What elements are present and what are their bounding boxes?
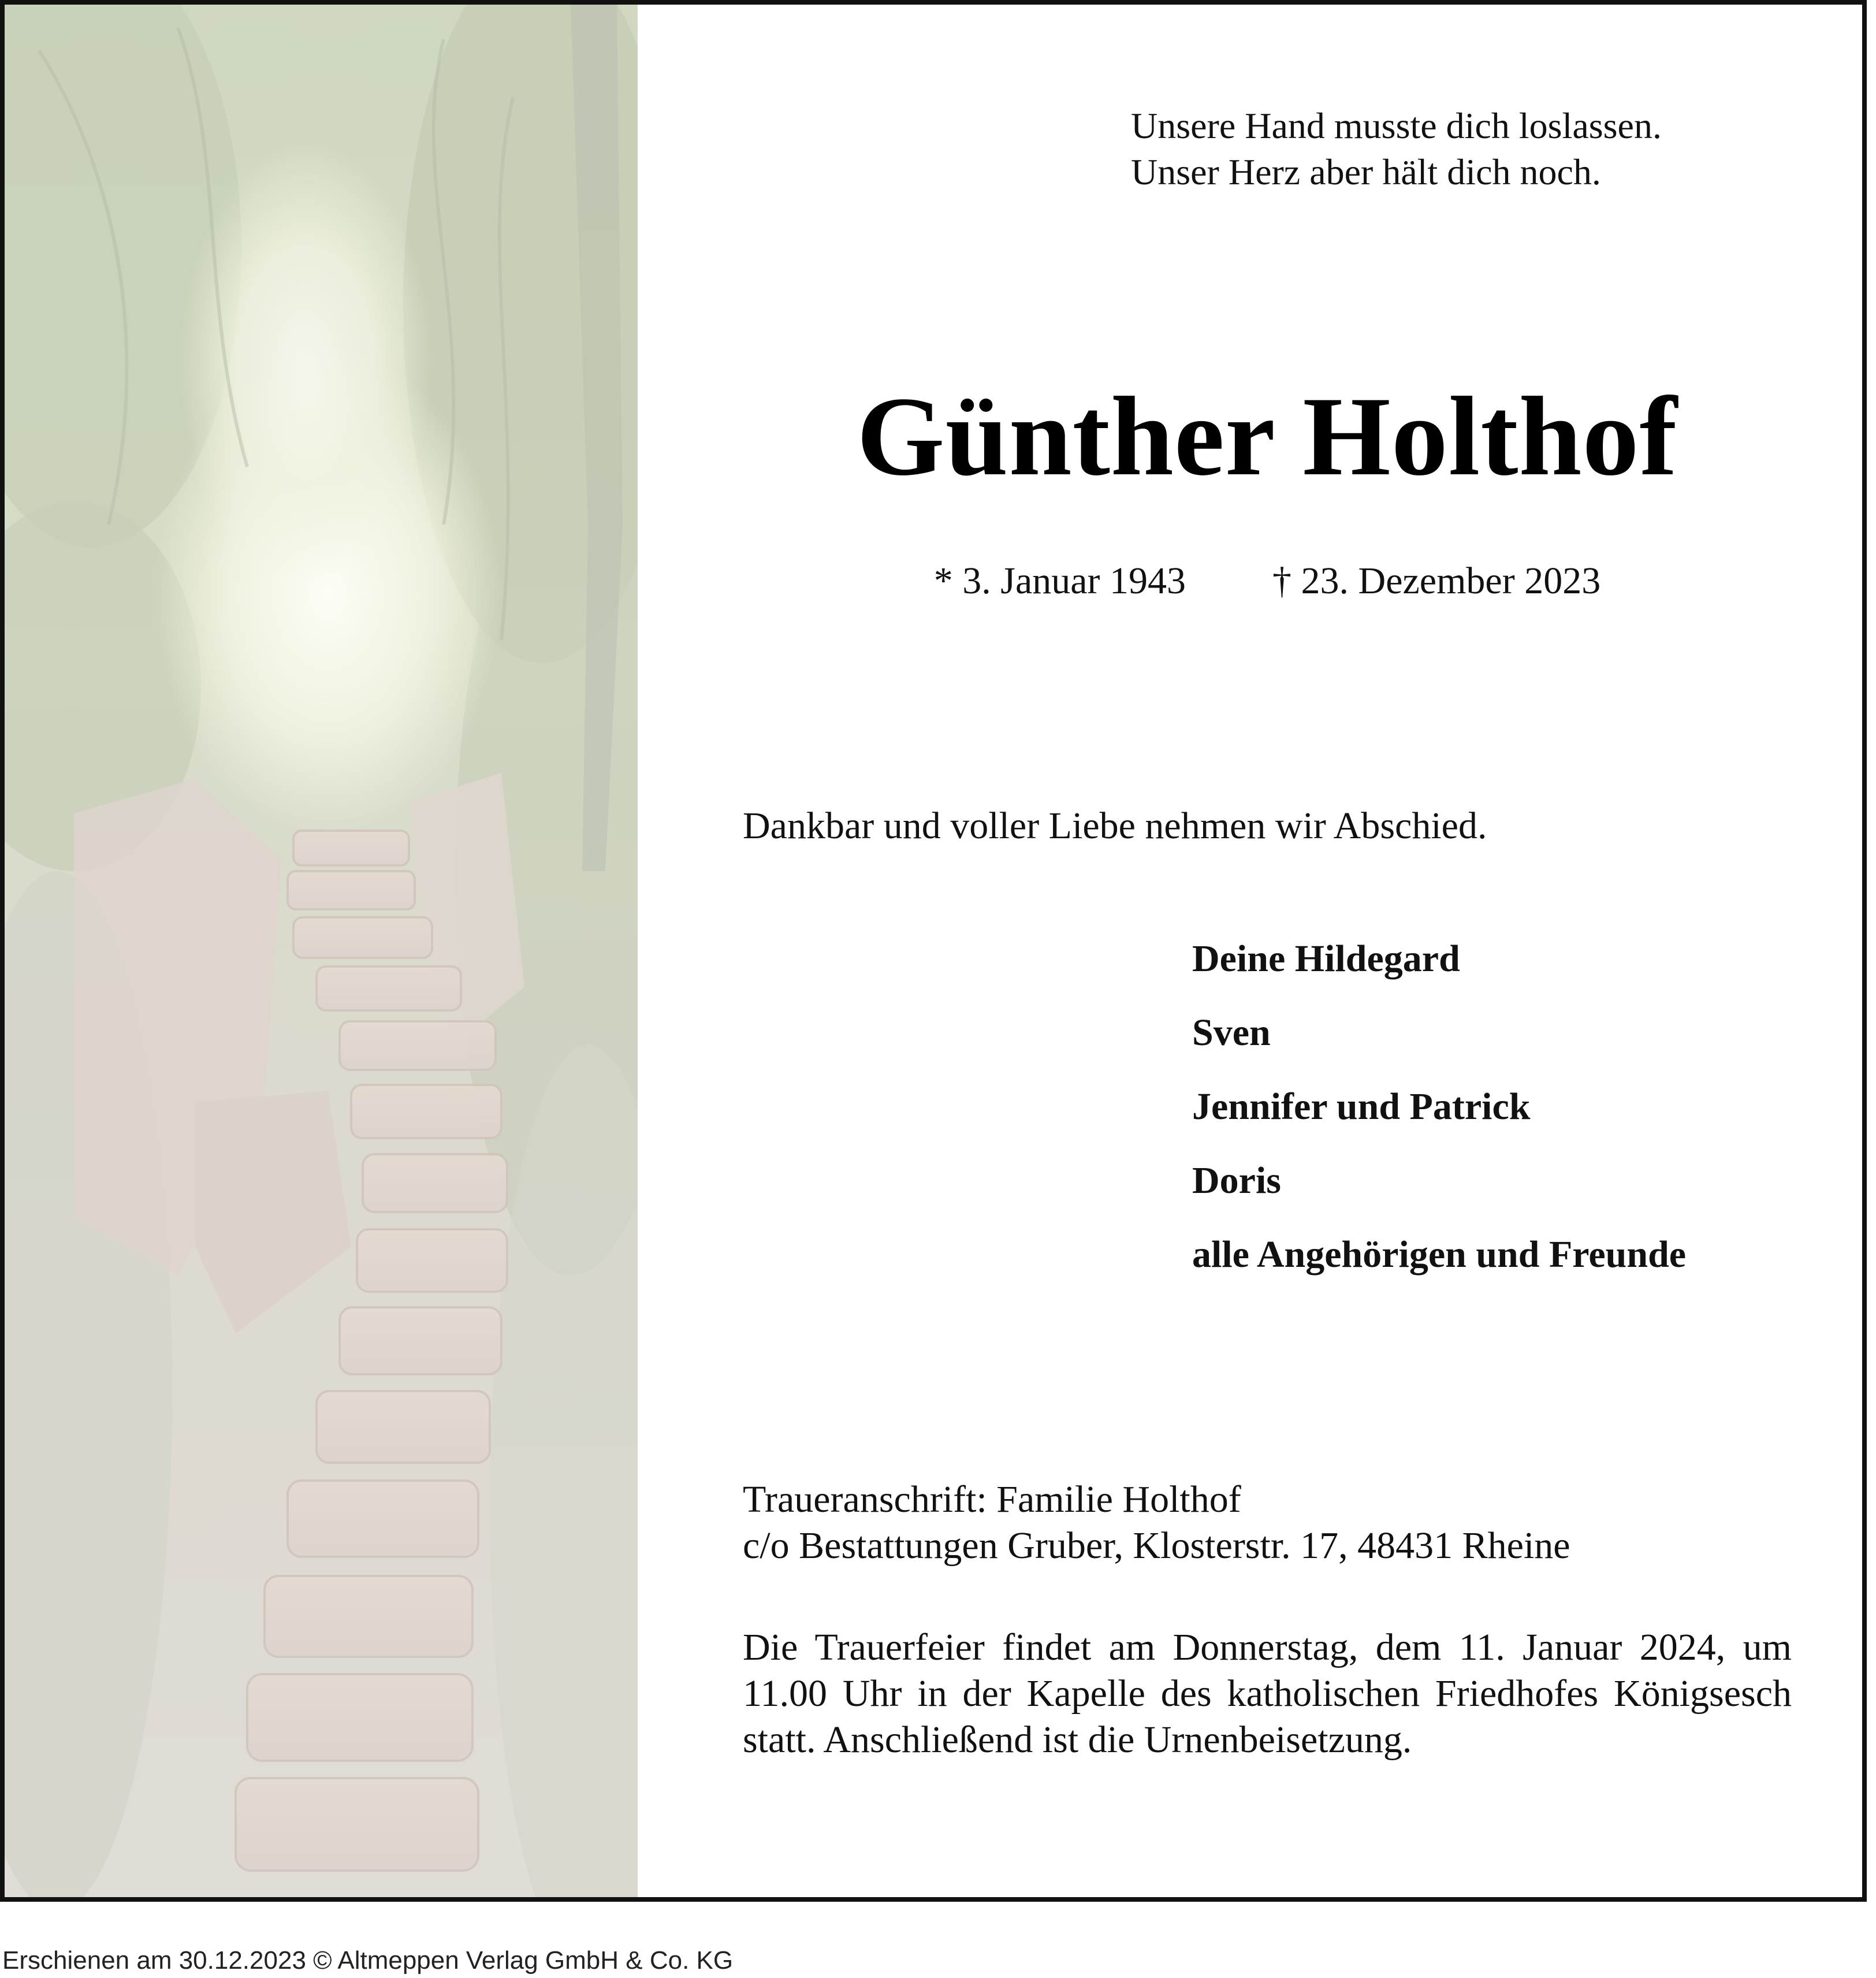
death-date: † 23. Dezember 2023	[1272, 560, 1601, 602]
forest-stairs-illustration	[5, 5, 638, 1897]
motto-line-1: Unsere Hand musste dich loslassen.	[1131, 105, 1662, 146]
mourner-item: Jennifer und Patrick	[1192, 1085, 1531, 1128]
forest-stairs-photo	[5, 5, 638, 1897]
address-line-1: Traueranschrift: Familie Holthof	[743, 1478, 1241, 1520]
mourner-item: alle Angehörigen und Freunde	[1192, 1233, 1687, 1276]
life-dates	[638, 558, 1862, 604]
funeral-service-info: Die Trauerfeier findet am Donnerstag, dem 11. Januar 2024, um 11.00 Uhr in der Kapelle des katholischen Friedhofes Königsesch statt. Anschließend ist die Urnenbeisetzung.	[743, 1626, 1792, 1761]
mourner-item: Sven	[1192, 1012, 1271, 1054]
address-line-2: c/o Bestattungen Gruber, Klosterstr. 17, 48431 Rheine	[743, 1525, 1570, 1567]
farewell-text: Dankbar und voller Liebe nehmen wir Abschied.	[743, 805, 1487, 847]
birth-date: * 3. Januar 1943	[933, 560, 1186, 602]
motto-quote	[1131, 103, 1662, 195]
mourner-item: Doris	[1192, 1159, 1281, 1202]
mourners-list	[1192, 936, 1686, 1306]
notice-text-panel	[638, 5, 1862, 1897]
deceased-name: Günther Holthof	[857, 374, 1678, 499]
publication-footer: Erschienen am 30.12.2023 © Altmeppen Verlag GmbH & Co. KG	[2, 1946, 734, 1975]
mourning-address	[743, 1477, 1570, 1569]
motto-line-2: Unser Herz aber hält dich noch.	[1131, 151, 1601, 192]
mourner-item: Deine Hildegard	[1192, 938, 1460, 980]
